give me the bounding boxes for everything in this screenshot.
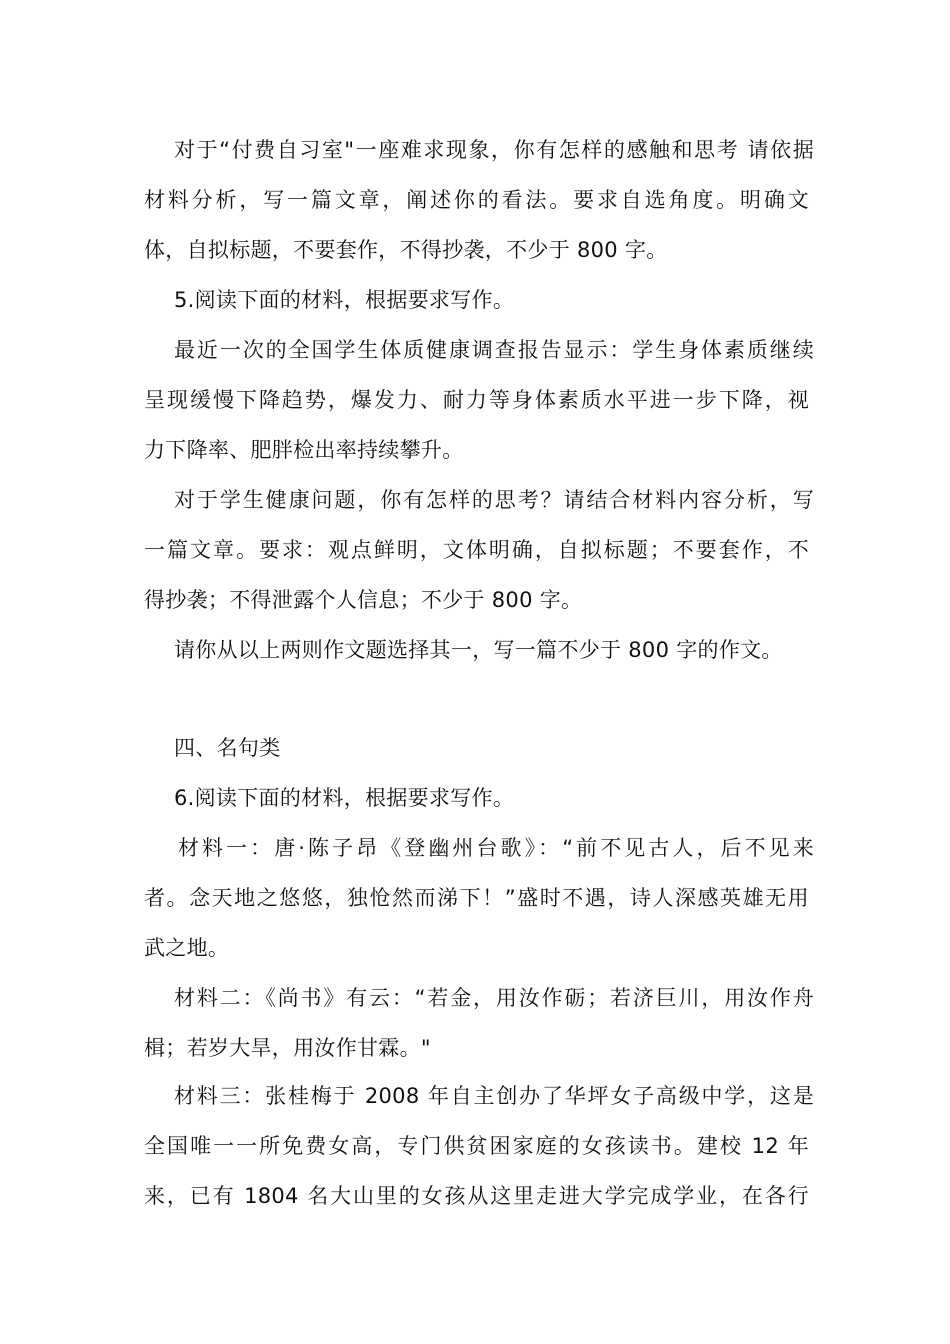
paragraph-line: 一篇文章。要求：观点鲜明，文体明确，自拟标题；不要套作，不 (144, 538, 809, 562)
paragraph-line: 得抄袭；不得泄露个人信息；不少于 800 字。 (144, 588, 583, 612)
question-heading: 6.阅读下面的材料，根据要求写作。 (174, 786, 515, 810)
paragraph-line: 材料分析，写一篇文章，阐述你的看法。要求自选角度。明确文 (144, 188, 809, 212)
paragraph-line: 对于学生健康问题，你有怎样的思考？请结合材料内容分析，写 (174, 488, 814, 512)
question-heading: 5.阅读下面的材料，根据要求写作。 (174, 288, 515, 312)
paragraph-line: 材料二：《尚书》有云：“若金，用汝作砺；若济巨川，用汝作舟 (174, 986, 814, 1010)
paragraph-line: 来，已有 1804 名大山里的女孩从这里走进大学完成学业，在各行 (144, 1184, 809, 1208)
section-heading: 四、名句类 (174, 736, 281, 760)
paragraph-line: 请你从以上两则作文题选择其一，写一篇不少于 800 字的作文。 (174, 638, 783, 662)
paragraph-line: 材料三：张桂梅于 2008 年自主创办了华坪女子高级中学，这是 (174, 1084, 814, 1108)
paragraph-line: 体，自拟标题，不要套作，不得抄袭，不少于 800 字。 (144, 238, 668, 262)
paragraph-line: 武之地。 (144, 936, 230, 960)
paragraph-line: 全国唯一一所免费女高，专门供贫困家庭的女孩读书。建校 12 年 (144, 1134, 809, 1158)
paragraph-line: 者。念天地之悠悠，独怆然而涕下！”盛时不遇，诗人深感英雄无用 (144, 886, 809, 910)
paragraph-line: 楫；若岁大旱，用汝作甘霖。" (144, 1036, 431, 1060)
paragraph-line: 材料一：唐·陈子昂《登幽州台歌》：“前不见古人，后不见来 (178, 836, 814, 860)
paragraph-line: 呈现缓慢下降趋势，爆发力、耐力等身体素质水平进一步下降，视 (144, 388, 809, 412)
paragraph-line: 对于“付费自习室"一座难求现象，你有怎样的感触和思考 请依据 (174, 138, 814, 162)
paragraph-line: 最近一次的全国学生体质健康调查报告显示：学生身体素质继续 (174, 338, 814, 362)
paragraph-line: 力下降率、肥胖检出率持续攀升。 (144, 438, 464, 462)
